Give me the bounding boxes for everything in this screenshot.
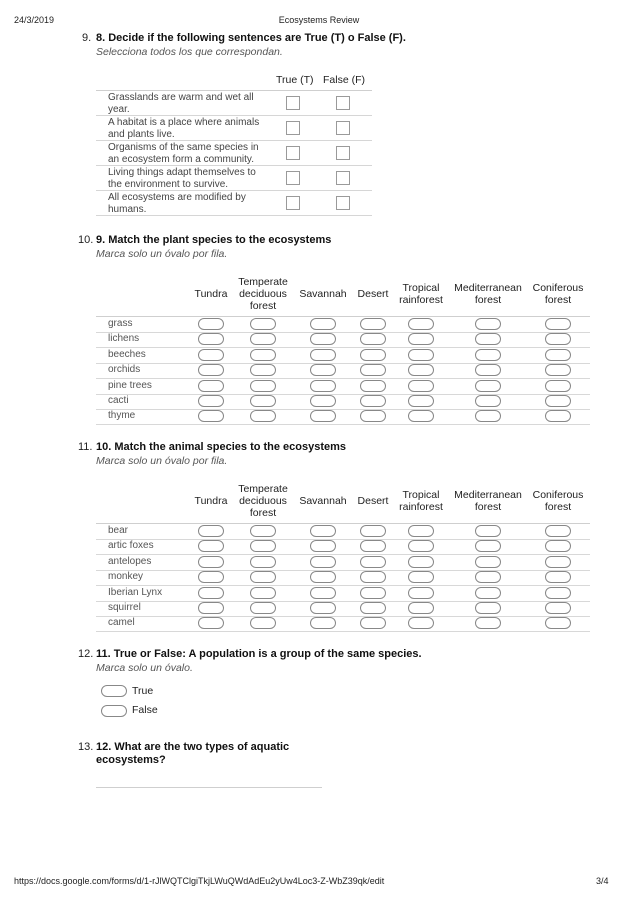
q11-radio-savannah[interactable]: [310, 540, 336, 552]
q10-col-desert: Desert: [357, 288, 389, 300]
q9-true-checkbox[interactable]: [286, 96, 300, 110]
q11-radio-tundra[interactable]: [198, 571, 224, 583]
q9-row-text: A habitat is a place where animals and plants live.: [108, 117, 260, 140]
q11-col-tropical-rainforest: Tropical rainforest: [399, 489, 443, 513]
q10-radio-coniferous-forest[interactable]: [545, 410, 571, 422]
q10-radio-tropical-rainforest[interactable]: [408, 333, 434, 345]
q11-row-camel: [96, 616, 590, 632]
q11-radio-savannah[interactable]: [310, 602, 336, 614]
q10-radio-savannah[interactable]: [310, 410, 336, 422]
q11-radio-savannah[interactable]: [310, 571, 336, 583]
q11-radio-temperate-deciduous-forest[interactable]: [250, 602, 276, 614]
q11-number: 11.: [78, 441, 93, 453]
q10-radio-desert[interactable]: [360, 349, 386, 361]
q9-row-text: Grasslands are warm and wet all year.: [108, 92, 254, 115]
q10-radio-coniferous-forest[interactable]: [545, 364, 571, 376]
q9-title: 8. Decide if the following sentences are True (T) o False (F).: [96, 32, 406, 44]
q10-col-savannah: Savannah: [299, 288, 347, 300]
q10-col-temperate-deciduous-forest: Temperate deciduous forest: [238, 276, 288, 312]
q10-row-label: beeches: [108, 348, 146, 360]
q10-row-label: lichens: [108, 333, 140, 345]
q11-radio-mediterranean-forest[interactable]: [475, 587, 501, 599]
q11-radio-tundra[interactable]: [198, 602, 224, 614]
q10-col-tropical-rainforest: Tropical rainforest: [399, 282, 443, 306]
q11-radio-mediterranean-forest[interactable]: [475, 556, 501, 568]
q11-row-label: monkey: [108, 571, 144, 583]
q10-radio-temperate-deciduous-forest[interactable]: [250, 318, 276, 330]
q13-answer-field[interactable]: [96, 787, 322, 788]
q11-radio-temperate-deciduous-forest[interactable]: [250, 540, 276, 552]
q10-radio-mediterranean-forest[interactable]: [475, 364, 501, 376]
q10-col-coniferous-forest: Coniferous forest: [532, 282, 584, 306]
q9-row: [96, 141, 372, 166]
q10-row-lichens: [96, 332, 590, 348]
q9-col-true: True (T): [276, 74, 314, 86]
q11-radio-coniferous-forest[interactable]: [545, 525, 571, 537]
q11-radio-tropical-rainforest[interactable]: [408, 617, 434, 629]
q11-radio-tundra[interactable]: [198, 525, 224, 537]
q10-radio-tundra[interactable]: [198, 380, 224, 392]
q10-radio-tropical-rainforest[interactable]: [408, 395, 434, 407]
q9-false-checkbox[interactable]: [336, 196, 350, 210]
q10-radio-coniferous-forest[interactable]: [545, 333, 571, 345]
q10-radio-tropical-rainforest[interactable]: [408, 380, 434, 392]
q10-radio-tundra[interactable]: [198, 364, 224, 376]
q11-radio-mediterranean-forest[interactable]: [475, 602, 501, 614]
q9-true-checkbox[interactable]: [286, 171, 300, 185]
q11-radio-mediterranean-forest[interactable]: [475, 617, 501, 629]
q11-row-squirrel: [96, 601, 590, 617]
q11-row-label: artic foxes: [108, 540, 154, 552]
q11-col-desert: Desert: [357, 495, 389, 507]
q9-false-checkbox[interactable]: [336, 121, 350, 135]
q11-radio-mediterranean-forest[interactable]: [475, 540, 501, 552]
q10-radio-mediterranean-forest[interactable]: [475, 395, 501, 407]
q10-col-tundra: Tundra: [194, 288, 228, 300]
q9-false-checkbox[interactable]: [336, 96, 350, 110]
q12-option-true-radio[interactable]: [101, 685, 127, 697]
footer-page-number: 3/4: [596, 876, 609, 886]
q10-radio-savannah[interactable]: [310, 395, 336, 407]
q11-instructions: Marca solo un óvalo por fila.: [96, 455, 228, 467]
q11-radio-tundra[interactable]: [198, 587, 224, 599]
q10-radio-mediterranean-forest[interactable]: [475, 333, 501, 345]
q11-radio-mediterranean-forest[interactable]: [475, 525, 501, 537]
q10-radio-desert[interactable]: [360, 410, 386, 422]
q10-row-label: thyme: [108, 410, 136, 422]
q10-instructions: Marca solo un óvalo por fila.: [96, 248, 228, 260]
q12-option-false-radio[interactable]: [101, 705, 127, 717]
q11-radio-coniferous-forest[interactable]: [545, 587, 571, 599]
q10-radio-tundra[interactable]: [198, 410, 224, 422]
q10-radio-temperate-deciduous-forest[interactable]: [250, 333, 276, 345]
q10-radio-savannah[interactable]: [310, 364, 336, 376]
q11-col-temperate-deciduous-forest: Temperate deciduous forest: [238, 483, 288, 519]
q9-false-checkbox[interactable]: [336, 146, 350, 160]
q11-radio-temperate-deciduous-forest[interactable]: [250, 525, 276, 537]
q10-radio-desert[interactable]: [360, 395, 386, 407]
q11-radio-tropical-rainforest[interactable]: [408, 571, 434, 583]
q11-radio-desert[interactable]: [360, 617, 386, 629]
q11-radio-savannah[interactable]: [310, 525, 336, 537]
q11-radio-coniferous-forest[interactable]: [545, 571, 571, 583]
q10-row-label: grass: [108, 318, 133, 329]
q9-number: 9.: [82, 32, 92, 44]
q13-number: 13.: [78, 741, 94, 753]
q10-radio-mediterranean-forest[interactable]: [475, 410, 501, 422]
q11-row-bear: [96, 524, 590, 540]
q11-radio-savannah[interactable]: [310, 556, 336, 568]
q10-radio-temperate-deciduous-forest[interactable]: [250, 349, 276, 361]
q11-row-iberian-lynx: [96, 586, 590, 602]
q9-true-checkbox[interactable]: [286, 121, 300, 135]
q10-radio-tropical-rainforest[interactable]: [408, 349, 434, 361]
q10-radio-savannah[interactable]: [310, 333, 336, 345]
q10-radio-savannah[interactable]: [310, 349, 336, 361]
q10-radio-tundra[interactable]: [198, 333, 224, 345]
q11-radio-coniferous-forest[interactable]: [545, 617, 571, 629]
q11-radio-temperate-deciduous-forest[interactable]: [250, 556, 276, 568]
q11-col-tundra: Tundra: [194, 495, 228, 507]
q11-row-label: bear: [108, 525, 129, 536]
q11-radio-coniferous-forest[interactable]: [545, 540, 571, 552]
q11-row-label: Iberian Lynx: [108, 586, 163, 598]
q10-row-label: orchids: [108, 364, 141, 376]
q10-radio-temperate-deciduous-forest[interactable]: [250, 364, 276, 376]
q10-row-orchids: [96, 363, 590, 379]
q10-radio-mediterranean-forest[interactable]: [475, 318, 501, 330]
q10-radio-tropical-rainforest[interactable]: [408, 364, 434, 376]
q11-radio-desert[interactable]: [360, 571, 386, 583]
q10-radio-temperate-deciduous-forest[interactable]: [250, 410, 276, 422]
q11-radio-tundra[interactable]: [198, 556, 224, 568]
q10-radio-coniferous-forest[interactable]: [545, 395, 571, 407]
q11-radio-desert[interactable]: [360, 525, 386, 537]
q9-row: [96, 116, 372, 141]
q11-radio-tundra[interactable]: [198, 617, 224, 629]
q10-radio-desert[interactable]: [360, 318, 386, 330]
q11-radio-savannah[interactable]: [310, 587, 336, 599]
q9-false-checkbox[interactable]: [336, 171, 350, 185]
q10-number: 10.: [78, 234, 94, 246]
q11-radio-desert[interactable]: [360, 602, 386, 614]
q11-row-monkey: [96, 570, 590, 586]
q12-title: 11. True or False: A population is a group of the same species.: [96, 648, 422, 660]
q13-title: 12. What are the two types of aquatic ecosystems?: [96, 741, 290, 766]
q11-radio-tropical-rainforest[interactable]: [408, 587, 434, 599]
q11-radio-tundra[interactable]: [198, 540, 224, 552]
q10-radio-desert[interactable]: [360, 333, 386, 345]
q11-radio-tropical-rainforest[interactable]: [408, 556, 434, 568]
q11-radio-tropical-rainforest[interactable]: [408, 525, 434, 537]
q11-col-mediterranean-forest: Mediterranean forest: [454, 489, 522, 513]
q11-row-label: camel: [108, 617, 135, 629]
q9-row: [96, 166, 372, 191]
q10-radio-savannah[interactable]: [310, 318, 336, 330]
footer-url: https://docs.google.com/forms/d/1-rJlWQTClgiTkjLWuQWdAdEu2yUw4Loc3-Z-WbZ39qk/edit: [14, 876, 385, 886]
q11-radio-coniferous-forest[interactable]: [545, 556, 571, 568]
q10-radio-coniferous-forest[interactable]: [545, 349, 571, 361]
q11-row-artic-foxes: [96, 539, 590, 555]
q10-radio-tundra[interactable]: [198, 349, 224, 361]
q9-true-checkbox[interactable]: [286, 146, 300, 160]
q10-radio-tundra[interactable]: [198, 395, 224, 407]
q11-row-antelopes: [96, 555, 590, 571]
q9-instructions: Selecciona todos los que correspondan.: [96, 46, 283, 58]
q10-col-mediterranean-forest: Mediterranean forest: [454, 282, 522, 306]
q11-col-savannah: Savannah: [299, 495, 347, 507]
q10-radio-savannah[interactable]: [310, 380, 336, 392]
q11-radio-temperate-deciduous-forest[interactable]: [250, 571, 276, 583]
q11-radio-temperate-deciduous-forest[interactable]: [250, 587, 276, 599]
q11-col-coniferous-forest: Coniferous forest: [532, 489, 584, 513]
q10-radio-temperate-deciduous-forest[interactable]: [250, 380, 276, 392]
q11-radio-mediterranean-forest[interactable]: [475, 571, 501, 583]
q11-radio-desert[interactable]: [360, 540, 386, 552]
q10-radio-temperate-deciduous-forest[interactable]: [250, 395, 276, 407]
q9-row: [96, 91, 372, 116]
q10-row-thyme: [96, 409, 590, 425]
q10-radio-tropical-rainforest[interactable]: [408, 410, 434, 422]
q10-row-label: pine trees: [108, 379, 152, 391]
q10-radio-desert[interactable]: [360, 364, 386, 376]
q12-option-false-label: False: [132, 704, 158, 716]
q11-row-label: squirrel: [108, 602, 141, 613]
q11-radio-savannah[interactable]: [310, 617, 336, 629]
q10-row-beeches: [96, 348, 590, 364]
q9-row-text: All ecosystems are modified by humans.: [108, 192, 246, 215]
q9-row-text: Organisms of the same species in an ecosystem form a community.: [108, 142, 259, 165]
q10-radio-desert[interactable]: [360, 380, 386, 392]
q10-title: 9. Match the plant species to the ecosystems: [96, 234, 332, 246]
q10-radio-coniferous-forest[interactable]: [545, 318, 571, 330]
q11-row-label: antelopes: [108, 555, 152, 567]
q9-row-text: Living things adapt themselves to the environment to survive.: [108, 167, 256, 190]
q10-row-pine-trees: [96, 379, 590, 395]
q10-radio-tundra[interactable]: [198, 318, 224, 330]
q10-row-label: cacti: [108, 395, 129, 406]
q11-title: 10. Match the animal species to the ecosystems: [96, 441, 347, 453]
q12-option-true-label: True: [132, 685, 154, 697]
page-title: Ecosystems Review: [278, 15, 360, 25]
q12-instructions: Marca solo un óvalo.: [96, 662, 193, 674]
q12-number: 12.: [78, 648, 94, 660]
q11-radio-desert[interactable]: [360, 556, 386, 568]
q11-radio-desert[interactable]: [360, 587, 386, 599]
q9-row: [96, 191, 372, 216]
q9-col-false: False (F): [323, 74, 365, 86]
q10-radio-coniferous-forest[interactable]: [545, 380, 571, 392]
q10-radio-tropical-rainforest[interactable]: [408, 318, 434, 330]
q10-row-grass: [96, 317, 590, 333]
q9-true-checkbox[interactable]: [286, 196, 300, 210]
q10-radio-mediterranean-forest[interactable]: [475, 380, 501, 392]
q11-radio-tropical-rainforest[interactable]: [408, 602, 434, 614]
q10-radio-mediterranean-forest[interactable]: [475, 349, 501, 361]
q11-radio-tropical-rainforest[interactable]: [408, 540, 434, 552]
q10-row-cacti: [96, 394, 590, 410]
q11-radio-temperate-deciduous-forest[interactable]: [250, 617, 276, 629]
print-date: 24/3/2019: [14, 15, 55, 25]
q11-radio-coniferous-forest[interactable]: [545, 602, 571, 614]
